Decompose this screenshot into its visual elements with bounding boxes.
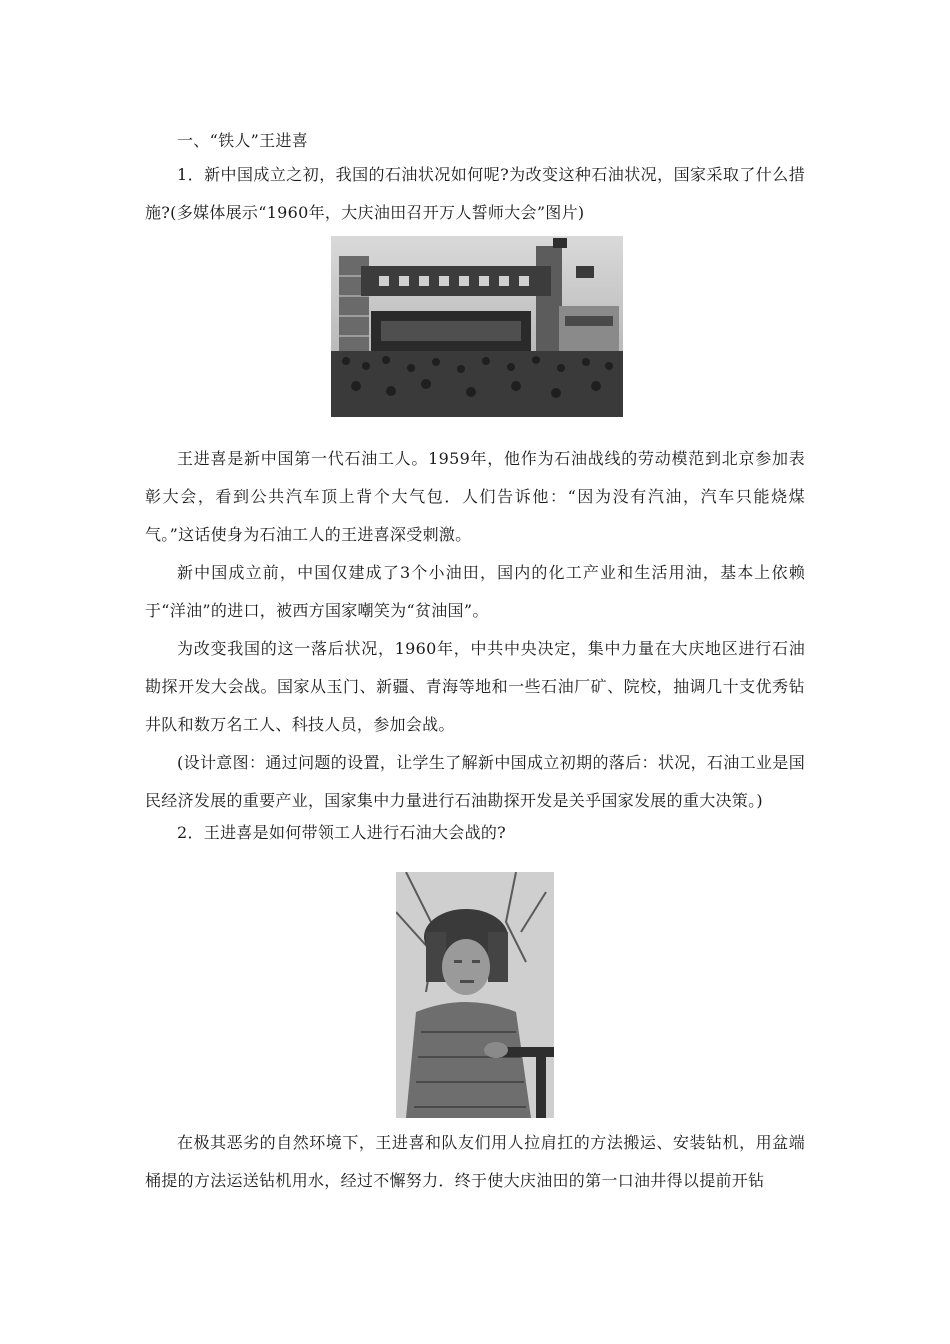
section-heading: 一、“铁人”王进喜 <box>177 131 309 150</box>
rally-photo <box>331 236 623 417</box>
paragraph-hardship: 在极其恶劣的自然环境下，王进喜和队友们用人拉肩扛的方法搬运、安装钻机，用盆端桶提的方法运送钻机用水，经过不懈努力．终于使大庆油田的第一口油井得以提前开钻 <box>145 1133 805 1190</box>
question-2: 2．王进喜是如何带领工人进行石油大会战的? <box>177 823 507 842</box>
design-intent-note: (设计意图：通过问题的设置，让学生了解新中国成立初期的落后：状况，石油工业是国民经济发展的重要产业，国家集中力量进行石油勘探开发是关乎国家发展的重大决策。) <box>145 753 805 810</box>
question-1: 1．新中国成立之初，我国的石油状况如何呢?为改变这种石油状况，国家采取了什么措施?(多媒体展示“1960年，大庆油田召开万人誓师大会”图片) <box>145 165 805 222</box>
worker-portrait-photo <box>396 872 554 1118</box>
paragraph-daqing-campaign: 为改变我国的这一落后状况，1960年，中共中央决定，集中力量在大庆地区进行石油勘探开发大会战。国家从玉门、新疆、青海等地和一些石油厂矿、院校，抽调几十支优秀钻井队和数万名工人、科技人员，参加会战。 <box>145 639 805 734</box>
paragraph-wang-jinxi: 王进喜是新中国第一代石油工人。1959年，他作为石油战线的劳动模范到北京参加表彰大会，看到公共汽车顶上背个大气包．人们告诉他：“因为没有汽油，汽车只能烧煤气。”这话使身为石油工人的王进喜深受刺激。 <box>145 449 805 544</box>
paragraph-before-founding: 新中国成立前，中国仅建成了3个小油田，国内的化工产业和生活用油，基本上依赖于“洋油”的进口，被西方国家嘲笑为“贫油国”。 <box>145 563 805 620</box>
